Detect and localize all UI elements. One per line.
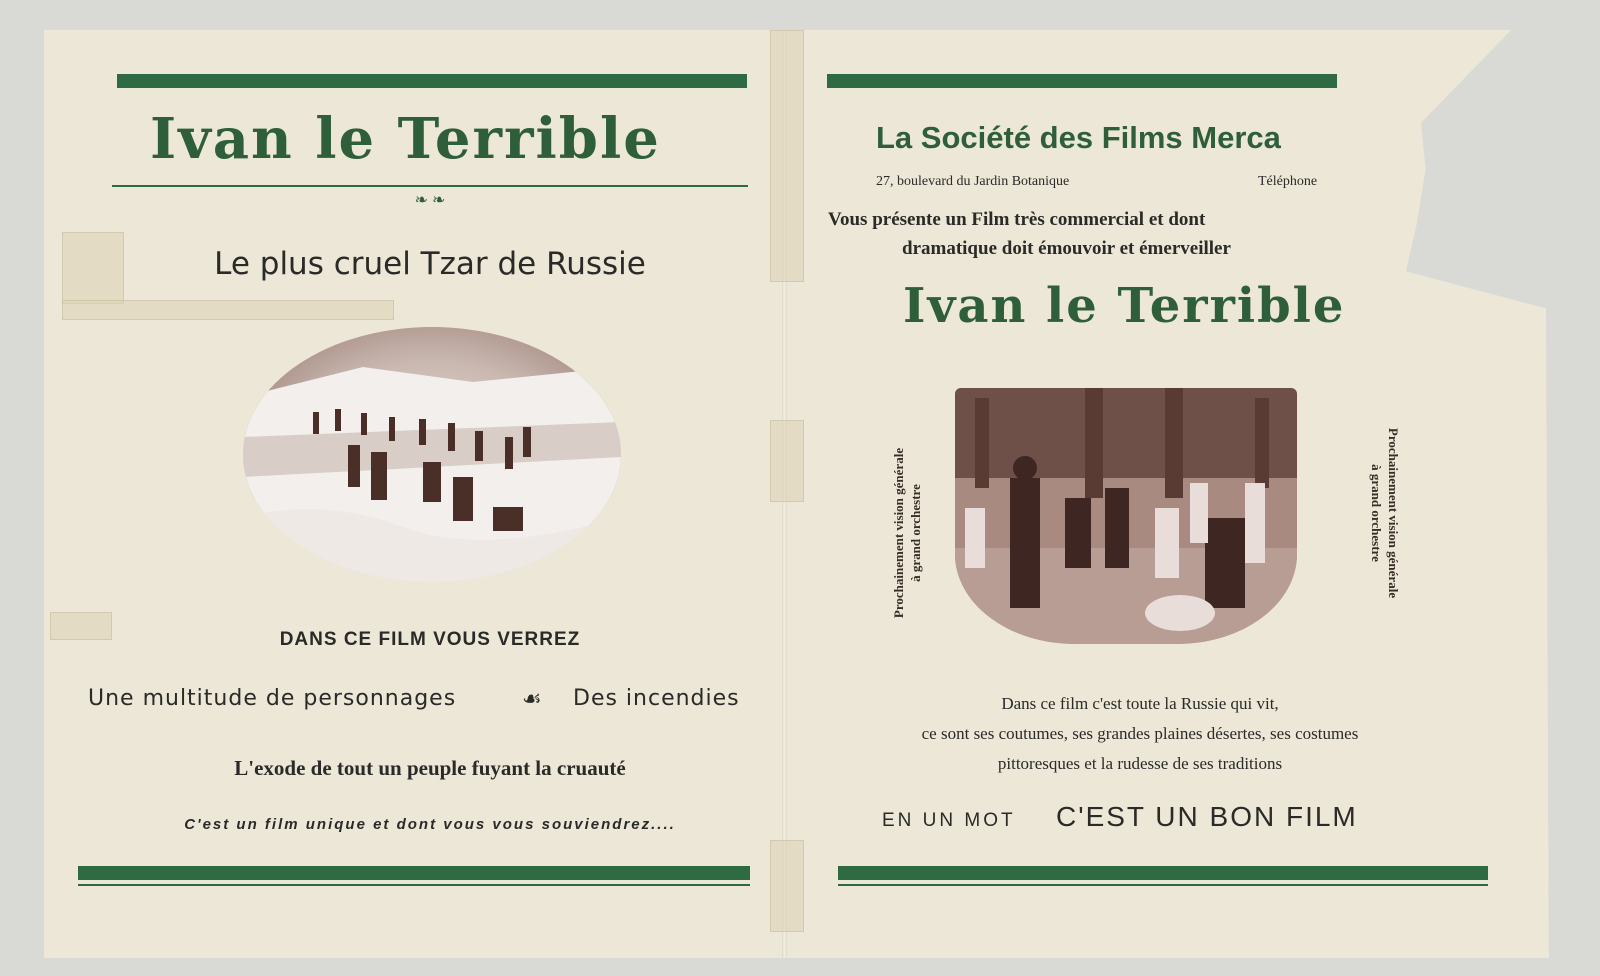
- right-title: Ivan le Terrible: [903, 278, 1346, 334]
- tape-left-bottom: [50, 612, 112, 640]
- left-heading: DANS CE FILM VOUS VERREZ: [279, 629, 581, 650]
- left-title-underline: [112, 185, 748, 187]
- leaf-separator-icon: ☙: [522, 686, 542, 711]
- left-bottom-thin: [78, 884, 750, 886]
- tape-center-top: [770, 30, 804, 282]
- left-tagline: C'est un film unique et dont vous vous souviendrez....: [184, 816, 676, 833]
- side-left-line2: à grand orchestre: [908, 484, 923, 582]
- right-body-line1: Dans ce film c'est toute la Russie qui vit,: [1001, 694, 1279, 713]
- right-body-line2: ce sont ses coutumes, ses grandes plaines désertes, ses costumes: [921, 724, 1359, 743]
- side-right-line2: à grand orchestre: [1369, 464, 1384, 562]
- right-bottom-thin: [838, 884, 1488, 886]
- left-item-personnages: Une multitude de personnages: [88, 686, 457, 711]
- tape-center-mid: [770, 420, 804, 502]
- left-top-rule: [117, 74, 747, 88]
- right-body-line3: pittoresques et la rudesse de ses traditions: [997, 754, 1283, 773]
- right-slogan-big: C'EST UN BON FILM: [1056, 801, 1358, 832]
- side-left-line1: Prochainement vision générale: [891, 447, 906, 619]
- right-phone: Téléphone: [1258, 174, 1318, 189]
- right-side-note-right: [1366, 398, 1402, 628]
- left-title: Ivan le Terrible: [150, 106, 661, 172]
- left-exode-line: L'exode de tout un peuple fuyant la cruauté: [234, 756, 626, 780]
- right-intro-line1: Vous présente un Film très commercial et dont: [828, 209, 1206, 230]
- left-subtitle: Le plus cruel Tzar de Russie: [214, 246, 646, 282]
- tape-left-mid: [62, 300, 394, 320]
- left-photo-soldiers-in-snow: [243, 327, 621, 582]
- right-top-rule: [827, 74, 1337, 88]
- right-company-name: La Société des Films Merca: [876, 120, 1281, 155]
- right-photo-tsar-court-scene: [955, 388, 1297, 644]
- right-bottom-rule: [838, 866, 1488, 880]
- side-right-line1: Prochainement vision générale: [1386, 427, 1401, 599]
- right-side-note-left: [890, 418, 926, 648]
- right-slogan-small: EN UN MOT: [882, 810, 1016, 831]
- right-intro-line2: dramatique doit émouvoir et émerveiller: [902, 238, 1231, 259]
- right-address: 27, boulevard du Jardin Botanique: [876, 174, 1070, 189]
- tape-center-bottom: [770, 840, 804, 932]
- left-bottom-rule: [78, 866, 750, 880]
- left-ornament: ❧ ❧: [414, 192, 446, 209]
- left-item-incendies: Des incendies: [573, 686, 740, 711]
